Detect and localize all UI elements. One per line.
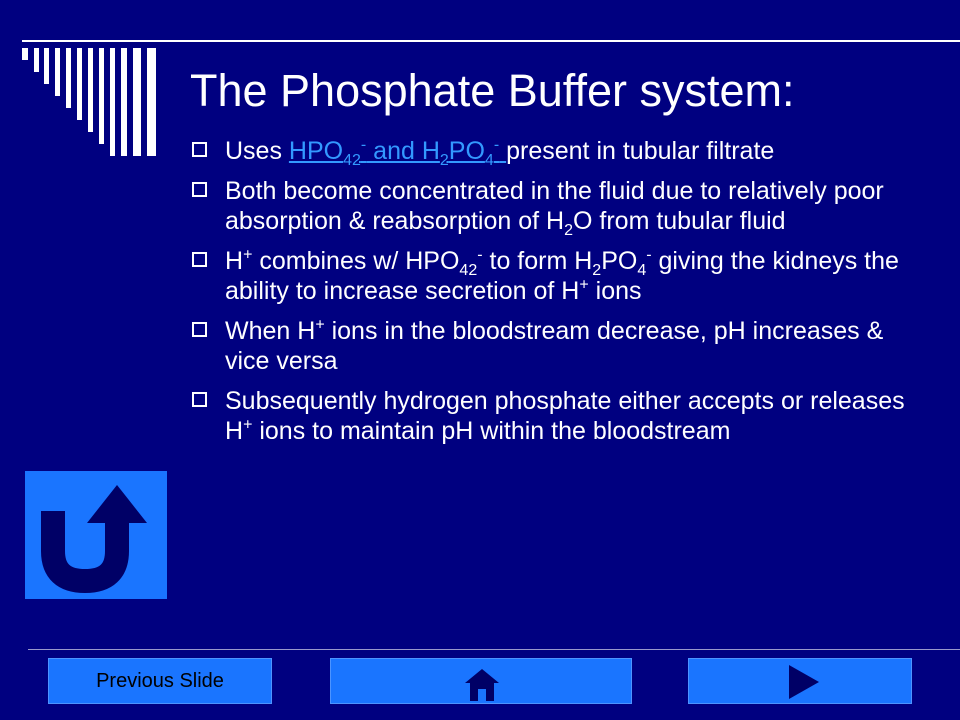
next-slide-button[interactable]	[688, 658, 912, 704]
subscript-text: 2	[592, 262, 602, 279]
text-run: combines w/ HPO	[252, 247, 460, 275]
bullet-list	[190, 136, 910, 456]
subscript-text: 4	[484, 152, 494, 169]
home-button[interactable]	[330, 658, 632, 704]
u-turn-arrow-icon	[25, 471, 167, 599]
phosphate-link[interactable]	[288, 136, 506, 169]
superscript-text: +	[579, 276, 589, 294]
text-run: Both become concentrated in the fluid due to relatively poor absorption & reabsorption of H	[225, 177, 884, 235]
bottom-divider	[28, 649, 960, 650]
text-run: When H	[225, 317, 316, 345]
superscript-text: -	[360, 136, 367, 154]
text-run: Subsequently hydrogen phosphate either accepts or releases H	[225, 387, 905, 445]
house-icon	[331, 659, 633, 705]
subscript-text: 2	[564, 222, 573, 239]
text-run: O from tubular fluid	[573, 207, 786, 235]
slide-title: The Phosphate Buffer system:	[190, 65, 795, 116]
bullet-item	[190, 246, 910, 306]
superscript-text: -	[477, 246, 483, 264]
play-triangle-icon	[689, 659, 913, 705]
previous-slide-button[interactable]	[48, 658, 272, 704]
text-run: ions	[588, 277, 642, 305]
bullet-text	[225, 136, 775, 169]
bullet-text	[225, 177, 884, 239]
square-bullet-icon	[192, 182, 207, 197]
top-divider	[22, 40, 960, 42]
superscript-text: +	[243, 246, 253, 264]
bullet-item	[190, 176, 910, 239]
text-run: ions in the bloodstream decrease, pH increases & vice versa	[225, 317, 884, 375]
text-run: PO	[601, 247, 638, 275]
subscript-text: 2	[439, 152, 449, 169]
square-bullet-icon	[192, 392, 207, 407]
superscript-text: +	[243, 416, 253, 434]
subscript-text: 4	[637, 262, 647, 279]
text-run: and H	[366, 137, 440, 165]
text-run: H	[225, 247, 244, 275]
bullet-text	[225, 247, 899, 305]
bullet-text	[225, 317, 883, 375]
subscript-text: 42	[459, 262, 478, 279]
square-bullet-icon	[192, 142, 207, 157]
text-run: present in tubular filtrate	[506, 137, 775, 165]
text-run: PO	[448, 137, 485, 165]
previous-slide-label: Previous Slide	[96, 670, 224, 692]
text-run: giving the kidneys the ability to increase secretion of H	[225, 247, 899, 305]
text-run: HPO	[288, 137, 344, 165]
bullet-item	[190, 136, 910, 169]
text-run: to form H	[482, 247, 593, 275]
square-bullet-icon	[192, 252, 207, 267]
bullet-item	[190, 386, 910, 446]
superscript-text: +	[315, 316, 325, 334]
bullet-text	[225, 387, 905, 445]
return-button[interactable]	[25, 471, 167, 599]
subscript-text: 42	[343, 152, 361, 169]
superscript-text: -	[493, 136, 500, 154]
decorative-stripes	[0, 0, 170, 160]
bullet-item	[190, 316, 910, 376]
text-run: Uses	[225, 137, 289, 165]
superscript-text: -	[646, 246, 652, 264]
text-run: ions to maintain pH within the bloodstream	[252, 417, 731, 445]
square-bullet-icon	[192, 322, 207, 337]
